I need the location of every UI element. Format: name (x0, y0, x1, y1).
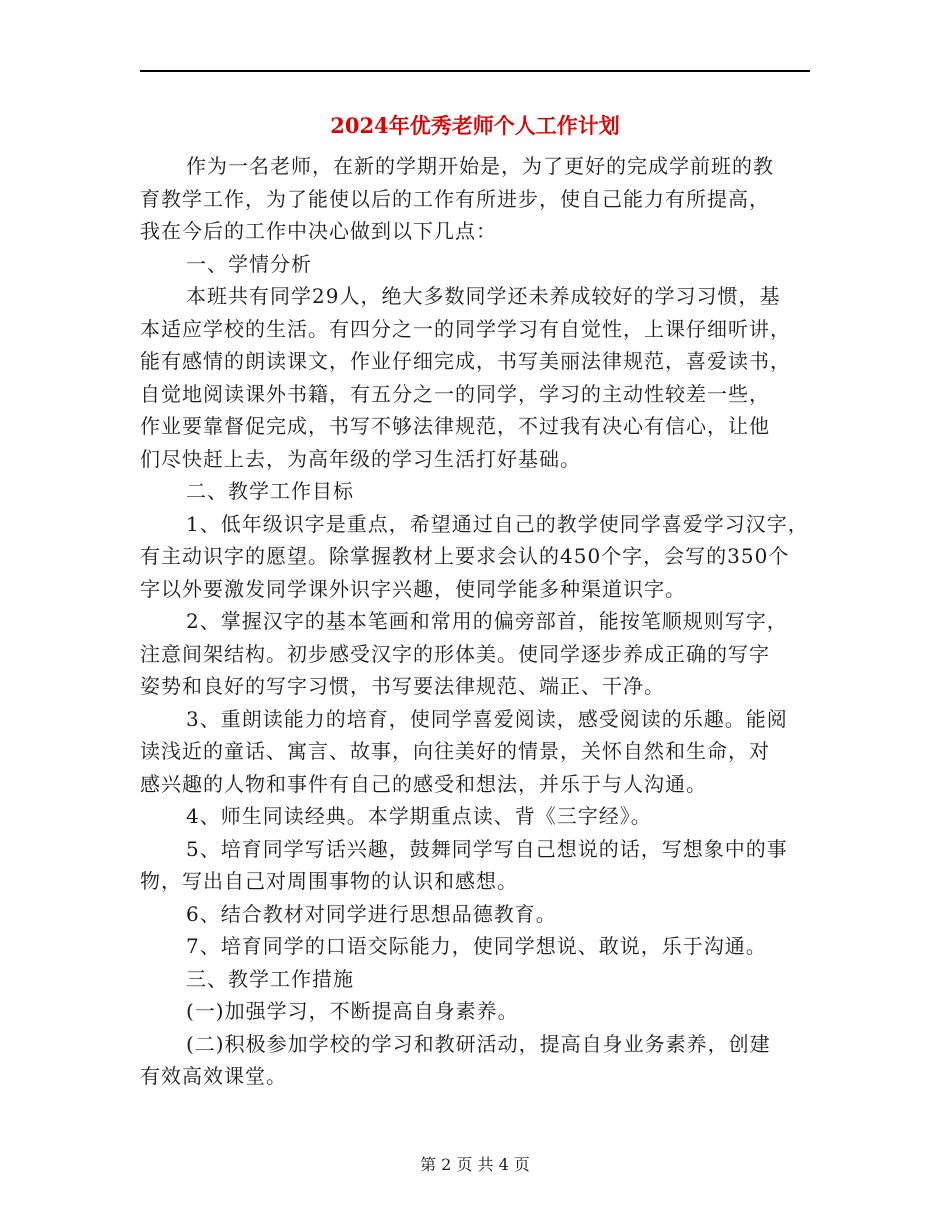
body-line: 我在今后的工作中决心做到以下几点： (140, 219, 497, 243)
body-line: 有效高效课堂。 (140, 1064, 287, 1088)
body-line: 1、低年级识字是重点，希望通过自己的教学使同学喜爱学习汉字， (186, 511, 809, 536)
body-line: 注意间架结构。初步感受汉字的形体美。使同学逐步养成正确的写字 (140, 641, 770, 666)
body-line: 有主动识字的愿望。除掌握教材上要求会认的450个字，会写的350个 (140, 544, 790, 568)
body-line: 物，写出自己对周围事物的认识和感想。 (140, 869, 518, 893)
header-rule (140, 70, 810, 72)
body-line: 本适应学校的生活。有四分之一的同学学习有自觉性，上课仔细听讲， (140, 316, 791, 341)
body-line: 感兴趣的人物和事件有自己的感受和想法，并乐于与人沟通。 (140, 771, 707, 796)
body-line: (一)加强学习，不断提高自身素养。 (186, 999, 519, 1023)
body-line: 一、学情分析 (186, 251, 312, 276)
body-line: 字以外要激发同学课外识字兴趣，使同学能多种渠道识字。 (140, 576, 686, 601)
body-line: 育教学工作，为了能使以后的工作有所进步，使自己能力有所提高， (140, 186, 770, 211)
document-title: 2024年优秀老师个人工作计划 (330, 113, 620, 138)
body-line: 6、结合教材对同学进行思想品德教育。 (186, 901, 557, 926)
body-line: 5、培育同学写话兴趣，鼓舞同学写自己想说的话，写想象中的事 (186, 836, 788, 861)
body-line: 7、培育同学的口语交际能力，使同学想说、敢说，乐于沟通。 (186, 934, 767, 958)
body-line: 姿势和良好的写字习惯，书写要法律规范、端正、干净。 (140, 674, 665, 698)
body-line: 们尽快赶上去，为高年级的学习生活打好基础。 (140, 446, 581, 471)
body-line: 自觉地阅读课外书籍，有五分之一的同学，学习的主动性较差一些， (140, 381, 770, 406)
body-line: 4、师生同读经典。本学期重点读、背《三字经》。 (186, 804, 652, 828)
document-body (140, 150, 812, 1093)
body-line: 读浅近的童话、寓言、故事，向往美好的情景，关怀自然和生命，对 (140, 739, 770, 763)
body-line: 二、教学工作目标 (186, 479, 354, 503)
body-line: 作为一名老师，在新的学期开始是，为了更好的完成学前班的教 (186, 154, 774, 178)
body-line: 作业要靠督促完成，书写不够法律规范，不过我有决心有信心，让他 (140, 414, 770, 438)
body-line: 本班共有同学29人，绝大多数同学还未养成较好的学习习惯，基 (186, 284, 781, 308)
page-footer: 第 2 页 共 4 页 (420, 1155, 530, 1174)
body-line: 2、掌握汉字的基本笔画和常用的偏旁部首，能按笔顺规则写字， (186, 609, 788, 633)
body-line: 三、教学工作措施 (186, 966, 354, 991)
body-line: 能有感情的朗读课文，作业仔细完成，书写美丽法律规范，喜爱读书， (140, 349, 791, 373)
body-line: 3、重朗读能力的培育，使同学喜爱阅读，感受阅读的乐趣。能阅 (186, 706, 788, 731)
body-line: (二)积极参加学校的学习和教研活动，提高自身业务素养，创建 (186, 1031, 771, 1056)
